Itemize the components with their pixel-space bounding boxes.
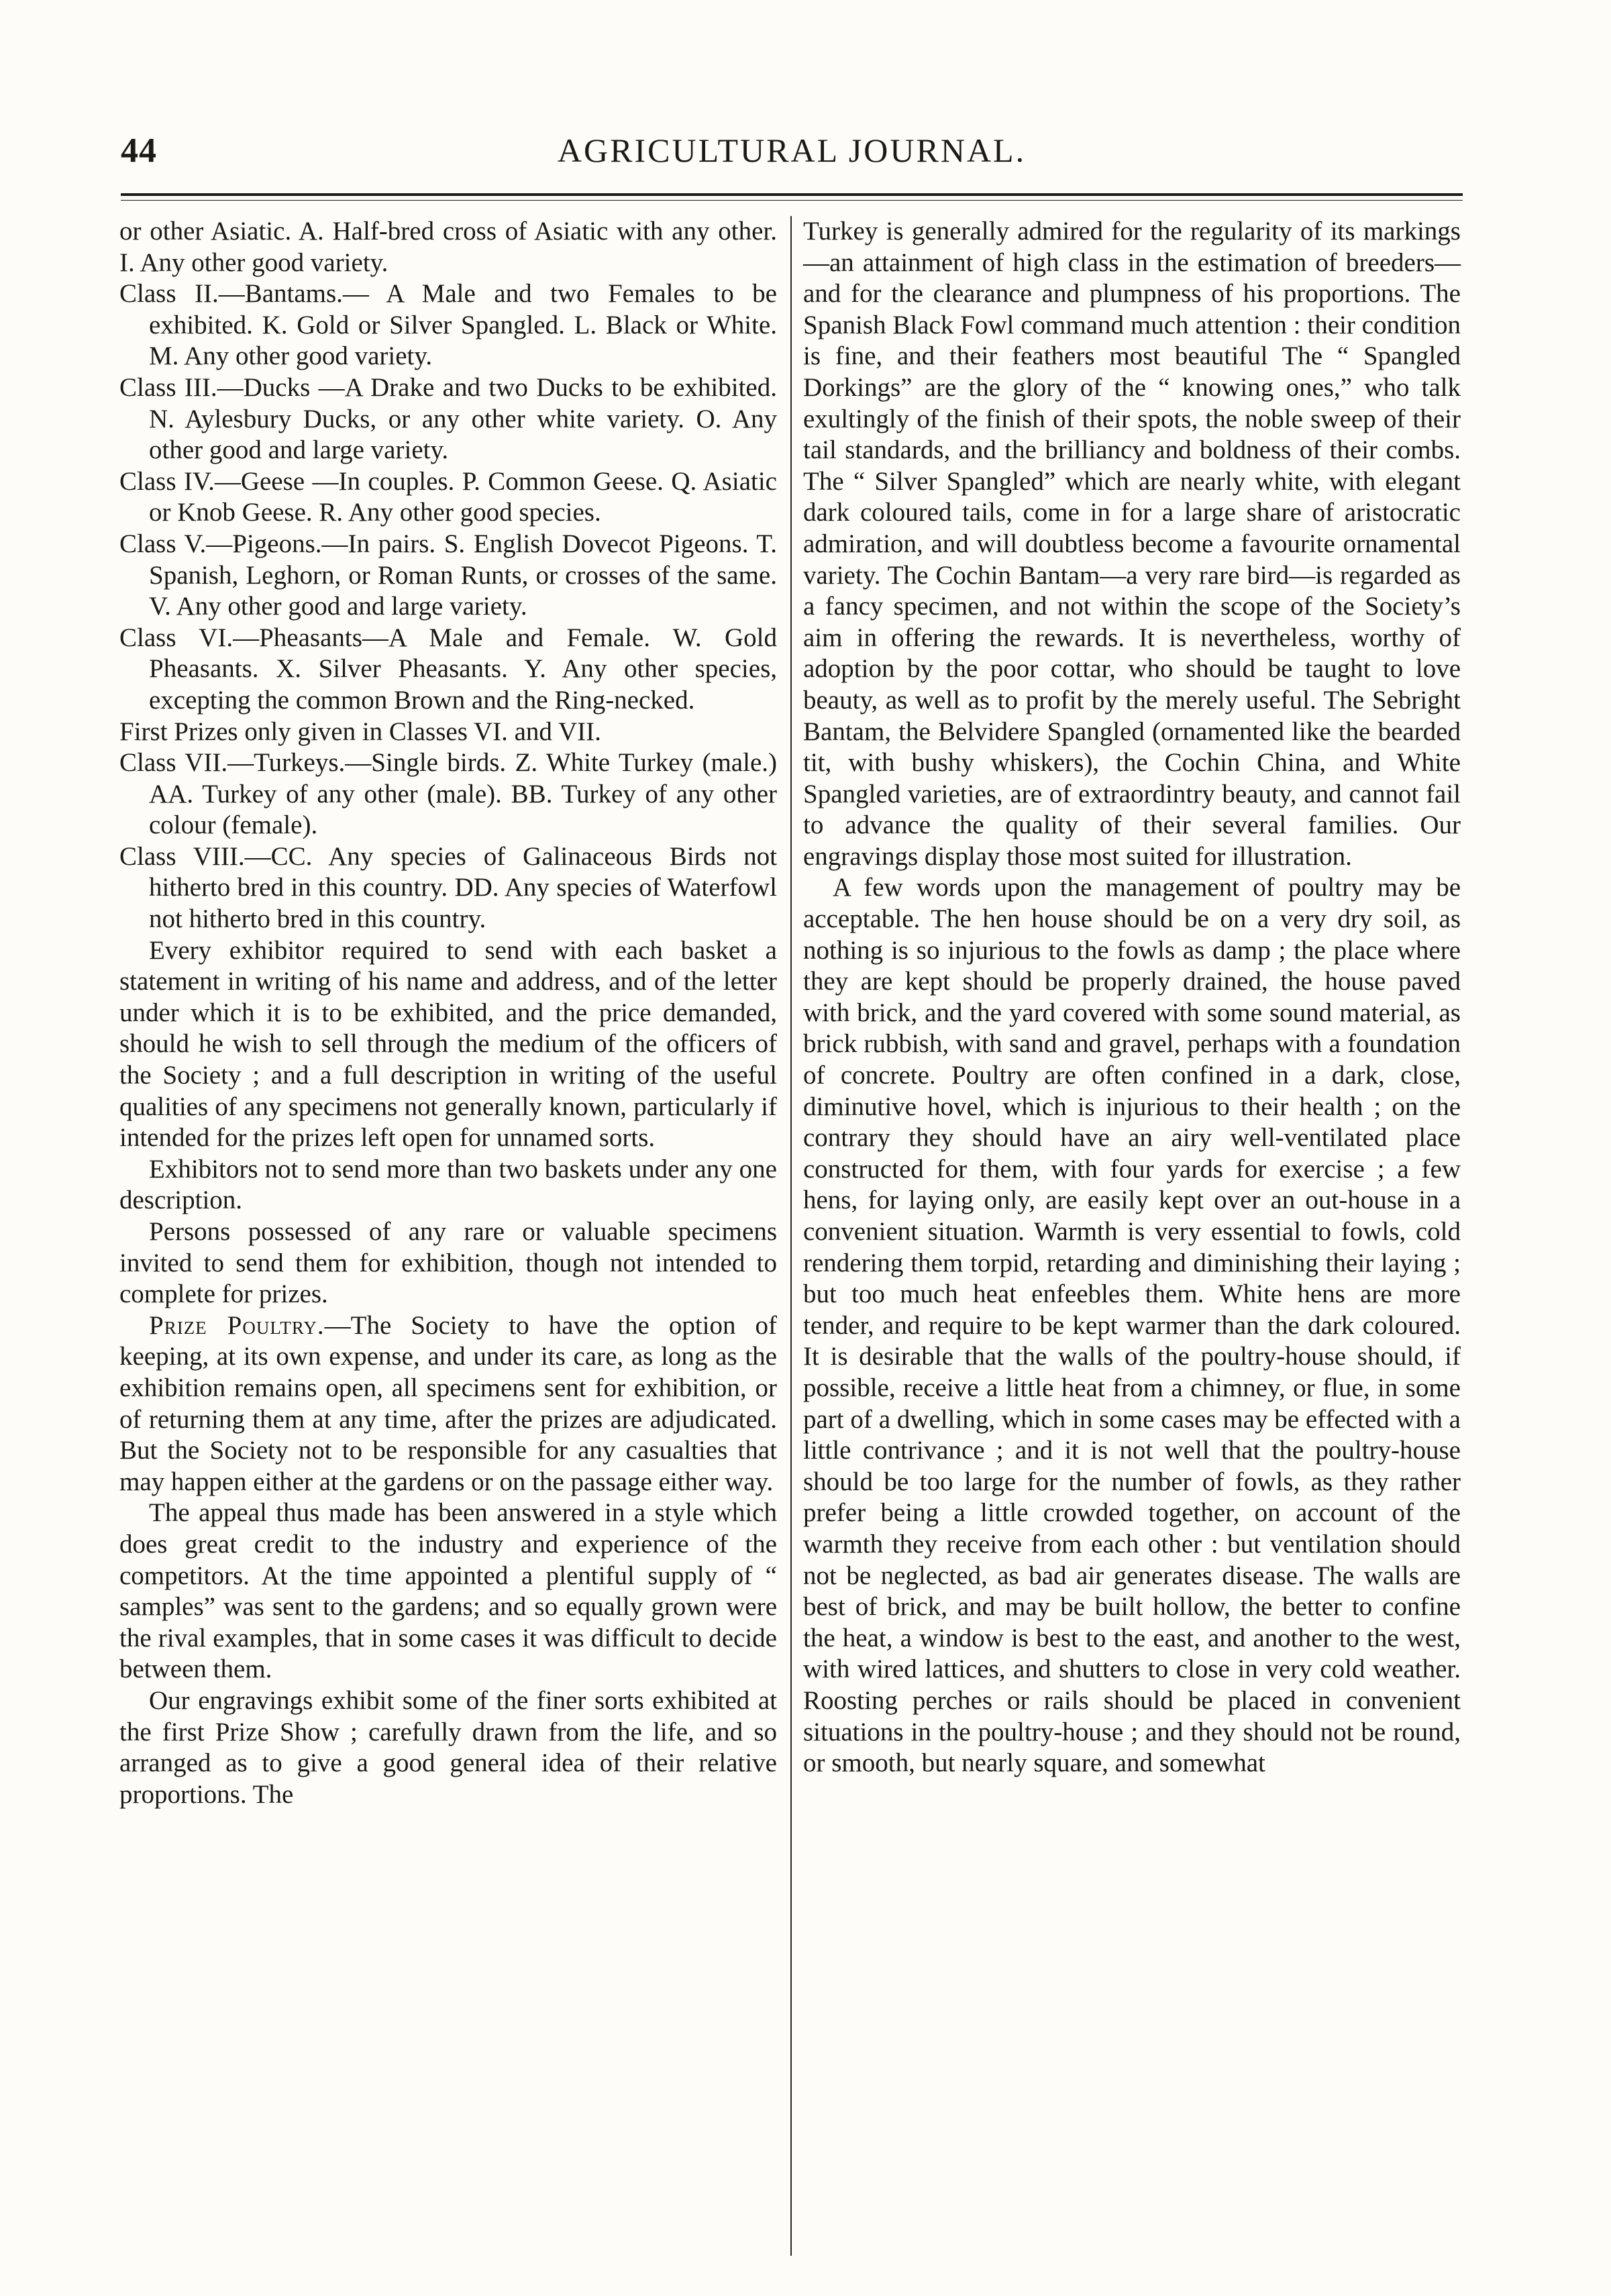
paragraph-text: Class VIII.—CC. Any species of Galinaceous Birds not hitherto bred in this country. DD. Any species of Waterfowl not hitherto bred in this country.	[119, 841, 777, 934]
paragraph	[119, 216, 777, 278]
paragraph-text: —The Society to have the option of keeping, at its own expense, and under its care, as long as the exhibition remains open, all specimens sent for exhibition, or of returning them at any time, after the prizes are adjudicated. But the Society not to be responsible for any casualties that may happen either at the gardens or on the passage either way.	[119, 1310, 778, 1496]
paragraph	[119, 1498, 777, 1685]
paragraph-text: Class IV.—Geese —In couples. P. Common Geese. Q. Asiatic or Knob Geese. R. Any other good species.	[119, 466, 777, 527]
paragraph-text: Class II.—Bantams.— A Male and two Females to be exhibited. K. Gold or Silver Spangled. L. Black or White. M. Any other good variety.	[119, 279, 777, 371]
page-number: 44	[121, 132, 157, 170]
paragraph	[119, 1154, 777, 1216]
paragraph-text: Class VII.—Turkeys.—Single birds. Z. White Turkey (male.) AA. Turkey of any other (male). BB. Turkey of any other colour (female).	[119, 748, 777, 840]
paragraph	[119, 1685, 777, 1810]
column-divider	[790, 216, 792, 2256]
right-column	[803, 216, 1461, 1779]
page-header	[121, 131, 1463, 178]
paragraph	[119, 935, 777, 1154]
header-rule	[121, 193, 1463, 196]
header-rule-thin	[121, 200, 1463, 201]
paragraph-text: The appeal thus made has been answered in a style which does great credit to the industry and experience of the competitors. At the time appointed a plentiful supply of “ samples” was sent to the gardens; and so equally grown were the rival examples, that in some cases it was difficult to decide between them.	[119, 1498, 777, 1684]
paragraph	[803, 216, 1461, 872]
paragraph-lead: Prize Poultry.	[149, 1310, 325, 1340]
paragraph-text: A few words upon the management of poultry may be acceptable. The hen house should be on a very dry soil, as nothing is so injurious to the fowls as damp ; the place where they are kept should be properly drained, the house paved with brick, and the yard covered with some sound material, as brick rubbish, with sand and gravel, perhaps with a foundation of concrete. Poultry are often confined in a dark, close, diminutive hovel, which is injurious to their health ; on the contrary they should have an airy well-ventilated place constructed for them, with four yards for exercise ; a few hens, for laying only, are easily kept over an out-house in a convenient situation. Warmth is very essential to fowls, cold rendering them torpid, retarding and diminishing their laying ; but too much heat enfeebles them. White hens are more tender, and require to be kept warmer than the dark coloured. It is desirable that the walls of the poultry-house should, if possible, receive a little heat from a chimney, or flue, in some part of a dwelling, which in some cases may be effected with a little contrivance ; and it is not well that the poultry-house should be too large for the number of fowls, as they rather prefer being a little crowded together, on account of the warmth they receive from each other : but ventilation should not be neglected, as bad air generates disease. The walls are best of brick, and may be built hollow, the better to confine the heat, a window is best to the east, and another to the west, with wired lattices, and shutters to close in very cold weather. Roosting perches or rails should be placed in convenient situations in the poultry-house ; and they should not be round, or smooth, but nearly square, and somewhat	[803, 873, 1461, 1778]
paragraph	[119, 623, 777, 717]
paragraph-text: Persons possessed of any rare or valuable specimens invited to send them for exhibition, though not intended to complete for prizes.	[119, 1217, 777, 1309]
paragraph	[119, 529, 777, 623]
paragraph-text: Our engravings exhibit some of the finer sorts exhibited at the first Prize Show ; carefully drawn from the life, and so arranged as to give a good general idea of their relative proportions. The	[119, 1685, 777, 1809]
paragraph	[119, 278, 777, 372]
running-title: AGRICULTURAL JOURNAL.	[557, 132, 1027, 169]
paragraph	[119, 747, 777, 841]
paragraph	[119, 466, 777, 529]
paragraph-text: First Prizes only given in Classes VI. and VII.	[119, 717, 601, 746]
paragraph-text: Turkey is generally admired for the regularity of its markings—an attainment of high class in the estimation of breeders—and for the clearance and plumpness of his proportions. The Spanish Black Fowl command much attention : their condition is fine, and their feathers most beautiful The “ Spangled Dorkings” are the glory of the “ knowing ones,” who talk exultingly of the finish of their spots, the noble sweep of their tail standards, and the brilliancy and boldness of their combs. The “ Silver Spangled” which are nearly white, with elegant dark coloured tails, come in for a large share of aristocratic admiration, and will doubtless become a favourite ornamental variety. The Cochin Bantam—a very rare bird—is regarded as a fancy specimen, and not within the scope of the Society’s aim in offering the rewards. It is nevertheless, worthy of adoption by the poor cottar, who should be taught to love beauty, as well as to profit by the merely useful. The Sebright Bantam, the Belvidere Spangled (ornamented like the bearded tit, with bushy whiskers), the Cochin China, and White Spangled varieties, are of extraordintry beauty, and cannot fail to advance the quality of their several families. Our engravings display those most suited for illustration.	[803, 217, 1461, 871]
paragraph	[803, 872, 1461, 1779]
paragraph-text: or other Asiatic. A. Half-bred cross of Asiatic with any other. I. Any other good variety.	[119, 217, 777, 277]
paragraph-text: Exhibitors not to send more than two baskets under any one description.	[119, 1154, 777, 1215]
left-column	[119, 216, 777, 1810]
paragraph	[119, 717, 777, 748]
paragraph	[119, 1310, 777, 1498]
paragraph-text: Class V.—Pigeons.—In pairs. S. English Dovecot Pigeons. T. Spanish, Leghorn, or Roman Runts, or crosses of the same. V. Any other good and large variety.	[119, 529, 777, 621]
paragraph-text: Class VI.—Pheasants—A Male and Female. W. Gold Pheasants. X. Silver Pheasants. Y. Any other species, excepting the common Brown and the Ring-necked.	[119, 623, 777, 715]
paragraph	[119, 1216, 777, 1310]
paragraph	[119, 372, 777, 466]
paragraph	[119, 841, 777, 935]
paragraph-text: Every exhibitor required to send with each basket a statement in writing of his name and address, and of the letter under which it is to be exhibited, and the price demanded, should he wish to sell through the medium of the officers of the Society ; and a full description in writing of the useful qualities of any specimens not generally known, particularly if intended for the prizes left open for unnamed sorts.	[119, 935, 777, 1153]
paragraph-text: Class III.—Ducks —A Drake and two Ducks to be exhibited. N. Aylesbury Ducks, or any other white variety. O. Any other good and large variety.	[119, 372, 777, 465]
